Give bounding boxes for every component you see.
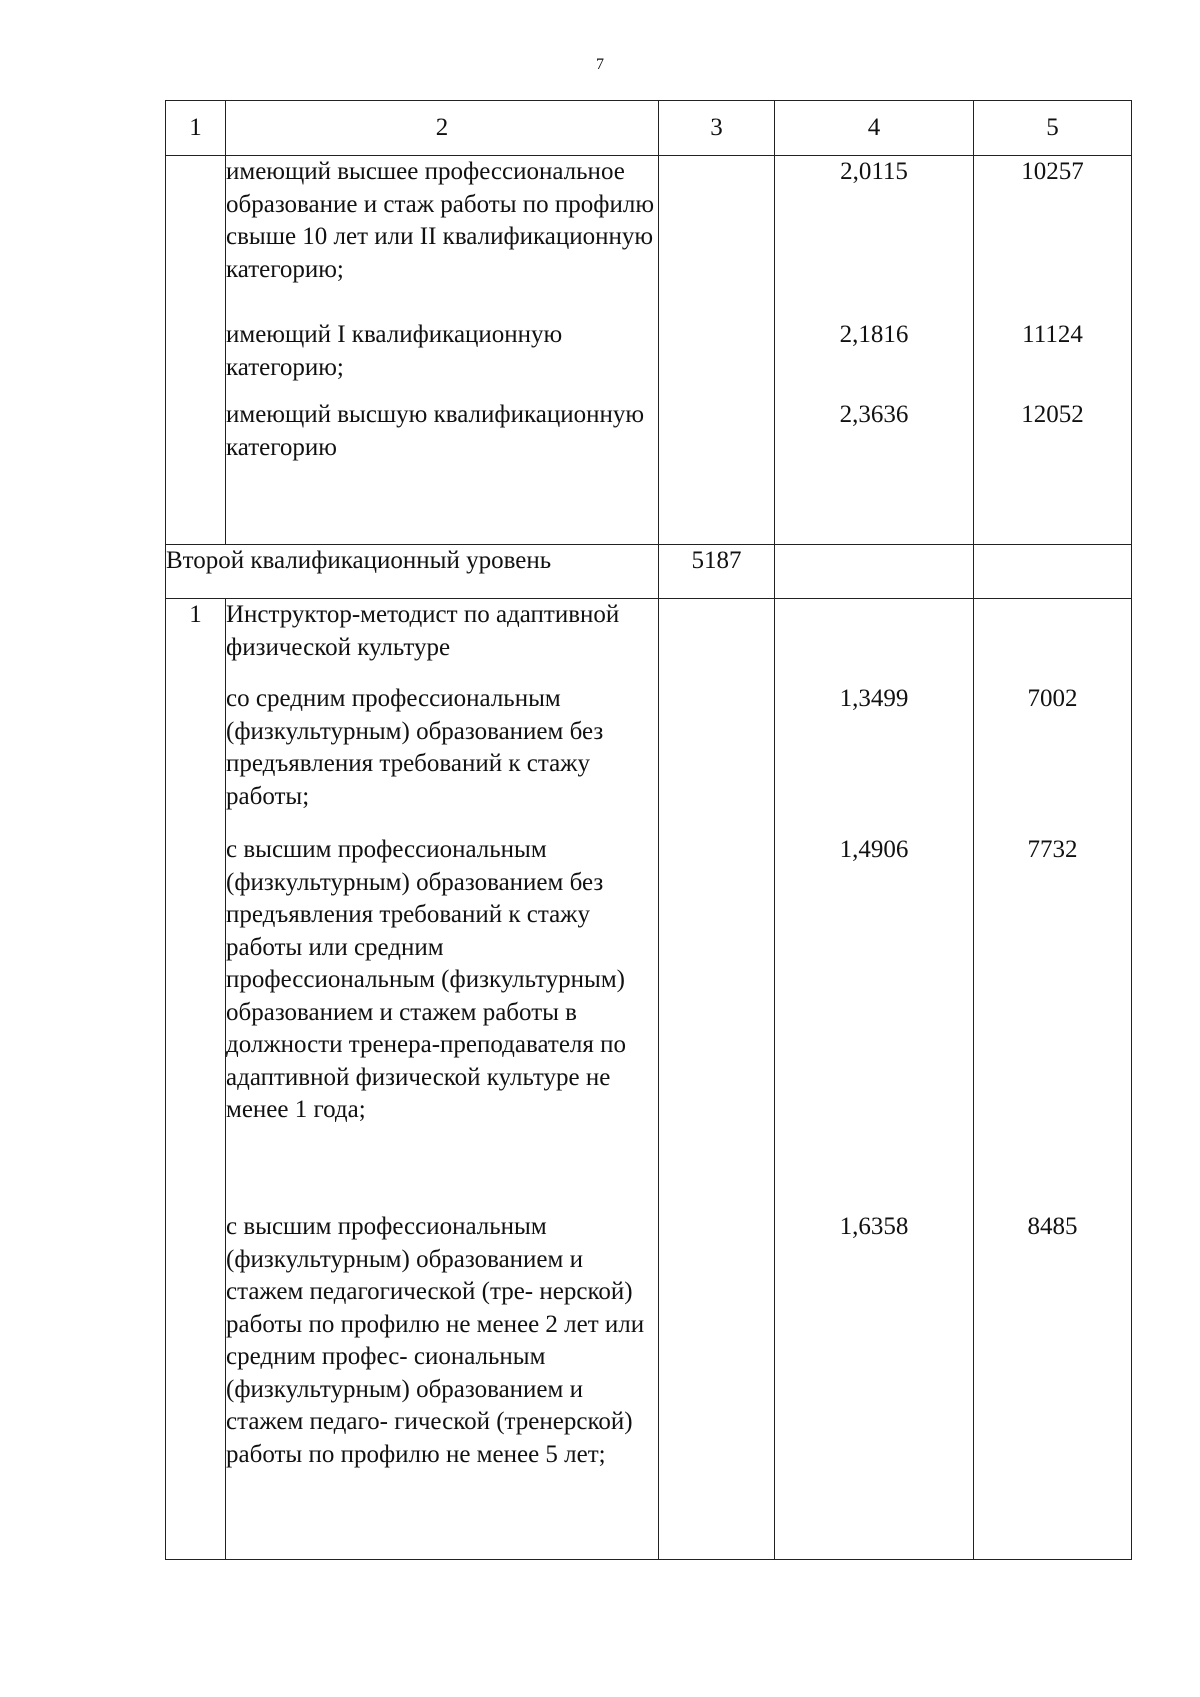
salary-value: 7732 (1027, 836, 1078, 863)
entry-text: с высшим профессиональным (физкультурным) образованием без предъявления требований к стажу работы или средним профессиональным (физкультурным) образованием и стажем работы в должности тренера-преподавателя по адаптивной физической культуре не менее 1 года; (226, 836, 627, 1123)
coefficient-value: 2,1816 (839, 321, 909, 348)
header-cell-2: 2 (226, 101, 659, 156)
salary-value: 11124 (1022, 321, 1083, 348)
header-cell-1: 1 (166, 101, 226, 156)
base-salary-cell (659, 156, 775, 545)
spacer (974, 599, 1131, 683)
table-row (166, 599, 1132, 1560)
empty-cell (775, 545, 974, 599)
entry-text: с высшим профессиональным (физкультурным) образованием и стажем педагогической (тре- нерской) работы по профилю не менее 2 лет или средним профес- сиональным (физкультурным) образованием и стажем педаго- гической (тренерской) работы по профилю не менее 5 лет; (226, 1213, 645, 1468)
header-cell-4: 4 (775, 101, 974, 156)
description-cell (226, 599, 659, 1560)
entry-text: имеющий высшее профессиональное образование и стаж работы по профилю свыше 10 лет или II квалификационную категорию; (226, 158, 654, 283)
qualification-level-base: 5187 (659, 545, 775, 599)
coefficient-value: 1,3499 (839, 685, 909, 712)
header-cell-3: 3 (659, 101, 775, 156)
table-header-row (166, 101, 1132, 156)
salary-value: 8485 (1027, 1213, 1078, 1240)
position-title: Инструктор-методист по адаптивной физической культуре (226, 601, 620, 661)
coefficient-value: 1,4906 (839, 836, 909, 863)
salary-value: 12052 (1021, 401, 1084, 428)
base-salary-cell (659, 599, 775, 1560)
entry-text: имеющий I квалификационную категорию; (226, 321, 563, 381)
row-number-cell (166, 156, 226, 545)
qualification-level-row (166, 545, 1132, 599)
empty-cell (974, 545, 1132, 599)
salary-table (165, 100, 1132, 1560)
coefficient-value: 2,0115 (840, 158, 908, 185)
description-cell (226, 156, 659, 545)
page-number: 7 (596, 56, 604, 73)
coefficient-value: 1,6358 (839, 1213, 909, 1240)
salary-value: 7002 (1027, 685, 1078, 712)
table-row (166, 156, 1132, 545)
salary-cell (974, 599, 1132, 1560)
header-cell-5: 5 (974, 101, 1132, 156)
qualification-level-label: Второй квалификационный уровень (166, 545, 659, 599)
entry-text: имеющий высшую квалификационную категорию (226, 401, 645, 461)
coefficient-value: 2,3636 (839, 401, 909, 428)
salary-cell (974, 156, 1132, 545)
spacer (775, 599, 973, 683)
coefficient-cell (775, 599, 974, 1560)
salary-value: 10257 (1021, 158, 1084, 185)
entry-text: со средним профессиональным (физкультурным) образованием без предъявления требований к стажу работы; (226, 685, 604, 810)
row-number-cell: 1 (166, 599, 226, 1560)
coefficient-cell (775, 156, 974, 545)
